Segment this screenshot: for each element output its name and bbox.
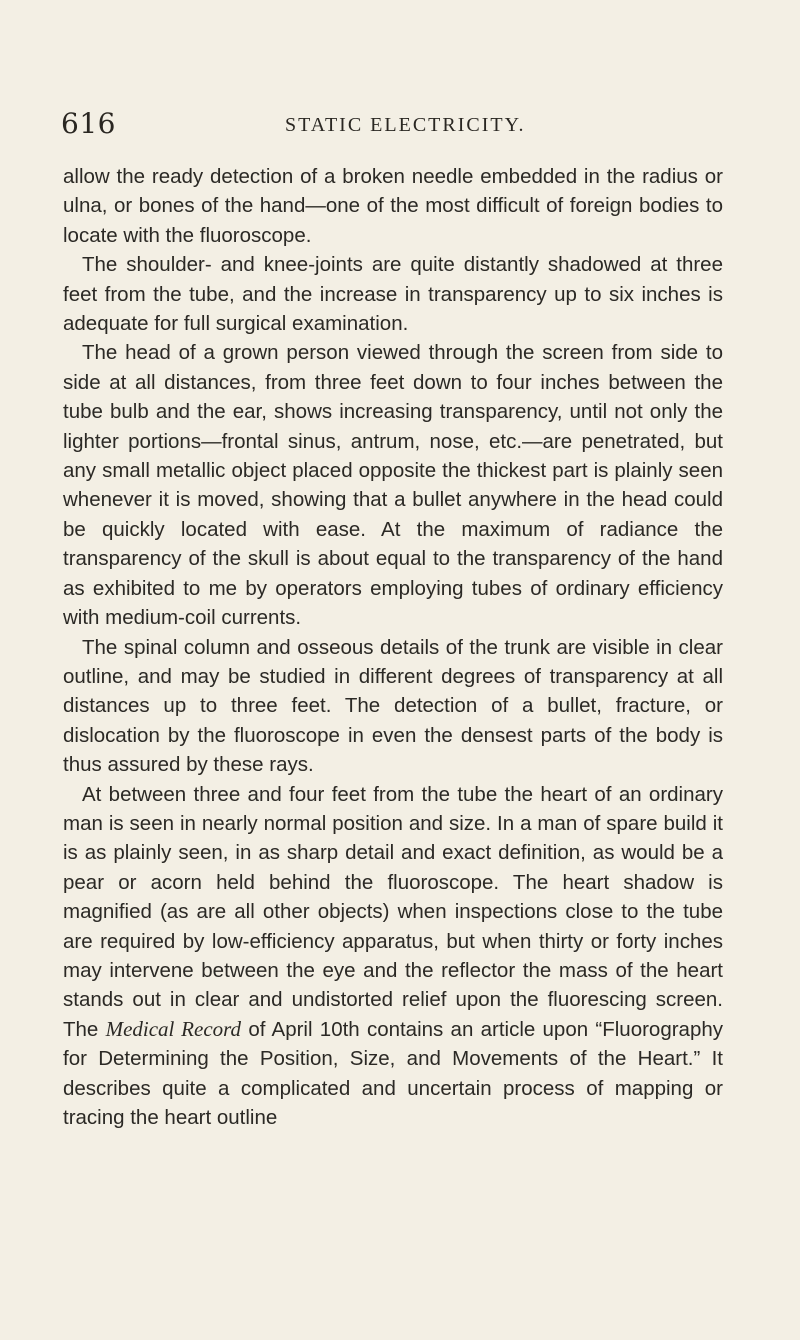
paragraph-1: allow the ready detection of a broken needle embedded in the radius or ulna, or bones of the hand—one of the most difficult of foreign bodies to locate with the fluoroscope.: [63, 165, 723, 247]
paragraph-2: The shoulder- and knee-joints are quite distantly shadowed at three feet from the tube, and the increase in transparency up to six inches is adequate for full surgical examination.: [63, 253, 723, 336]
paragraph-4: The spinal column and osseous details of the trunk are visible in clear outline, and may be studied in different degrees of transparency at all distances up to three feet. The detection of a bullet, fracture, or dislocation by the fluoroscope in even the densest parts of the body is thus assured by these rays.: [63, 635, 723, 777]
paragraph-3: The head of a grown person viewed through the screen from side to side at all distances, from three feet down to four inches between the tube bulb and the ear, shows increasing transparency, until not only the lighter portions—frontal sinus, antrum, nose, etc.—are penetrated, but any small metallic object placed opposite the thickest part is plainly seen whenever it is moved, showing that a bullet anywhere in the head could be quickly located with ease. At the maximum of radiance the transparency of the skull is about equal to the transparency of the hand as exhibited to me by operators employing tubes of ordinary efficiency with medium-coil currents.: [63, 341, 723, 630]
journal-title: Medical Record: [105, 1016, 242, 1041]
paragraph-5-text-after: of April 10th contains an article upon “Fluorography for Determining the Position, Size, and Movements of the Heart.” It describes quite a complicated and uncertain process of mapping or tracing the heart outline: [63, 1017, 723, 1129]
page-number: 616: [61, 107, 116, 140]
paragraph-5-text-before: At between three and four feet from the tube the heart of an ordinary man is seen in nearly normal position and size. In a man of spare build it is as plainly seen, in as sharp detail and exact definition, as would be a pear or acorn held behind the fluoroscope. The heart shadow is magnified (as are all other objects) when inspections close to the tube are required by low-efficiency apparatus, but when thirty or forty inches may intervene between the eye and the reflector the mass of the heart stands out in clear and undistorted relief upon the fluorescing screen. The: [63, 782, 723, 1041]
paragraph-5: [63, 780, 723, 1133]
running-head: STATIC ELECTRICITY.: [285, 114, 526, 136]
page-header: [61, 104, 721, 144]
body-text: [63, 162, 723, 1132]
